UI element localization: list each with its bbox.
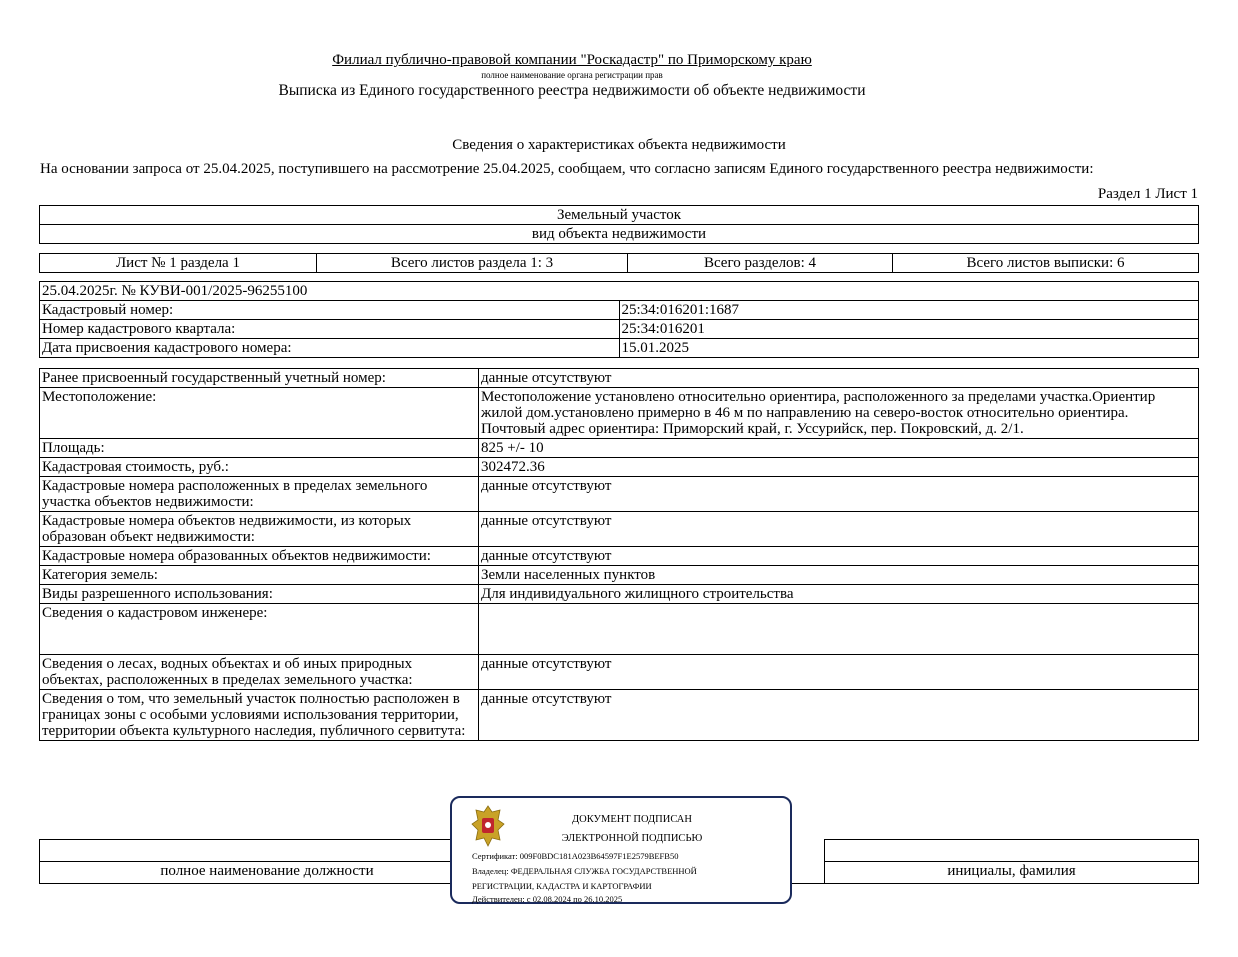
record-label: Номер кадастрового квартала: [40, 320, 620, 339]
total-sheets: Всего листов выписки: 6 [893, 254, 1199, 273]
detail-value: 302472.36 [479, 458, 1199, 477]
detail-label: Сведения о том, что земельный участок полностью расположен в границах зоны с особыми условиями использования территории, территории объекта культурного наследия, публичного сервитута: [40, 690, 479, 741]
detail-value: Местоположение установлено относительно ориентира, расположенного за пределами участка.Ориентир жилой дом.установлено примерно в 46 м по направлению на северо-восток относительно ориентира. Почтовый адрес ориентира: Приморский край, г. Уссурийск, пер. Покровский, д. 2/1. [479, 388, 1199, 439]
stamp-certificate: Сертификат: 009F0BDC181A023B64597F1E2579BEFB50 [472, 851, 679, 861]
detail-value: данные отсутствуют [479, 690, 1199, 741]
detail-value: Для индивидуального жилищного строительства [479, 585, 1199, 604]
basis-text: На основании запроса от 25.04.2025, поступившего на рассмотрение 25.04.2025, сообщаем, что согласно записям Единого государственного реестра недвижимости: [40, 161, 1094, 177]
stamp-validity: Действителен: с 02.08.2024 по 26.10.2025 [472, 894, 623, 904]
record-table [39, 281, 1199, 358]
record-value: 15.01.2025 [619, 339, 1199, 358]
sheet-number: Лист № 1 раздела 1 [40, 254, 317, 273]
coat-of-arms-icon [470, 804, 506, 848]
detail-label: Кадастровые номера расположенных в пределах земельного участка объектов недвижимости: [40, 477, 479, 512]
stamp-owner-line-2: РЕГИСТРАЦИИ, КАДАСТРА И КАРТОГРАФИИ [472, 881, 652, 891]
detail-label: Кадастровая стоимость, руб.: [40, 458, 479, 477]
detail-label: Кадастровые номера объектов недвижимости, из которых образован объект недвижимости: [40, 512, 479, 547]
detail-value: Земли населенных пунктов [479, 566, 1199, 585]
name-caption: инициалы, фамилия [825, 862, 1199, 884]
detail-value: 825 +/- 10 [479, 439, 1199, 458]
electronic-signature-stamp [450, 796, 792, 904]
stamp-title-1: ДОКУМЕНТ ПОДПИСАН [572, 814, 692, 825]
detail-label: Виды разрешенного использования: [40, 585, 479, 604]
detail-label: Категория земель: [40, 566, 479, 585]
sheets-table [39, 253, 1199, 273]
object-kind: Земельный участок [40, 206, 1199, 225]
position-caption: полное наименование должности [40, 862, 495, 884]
detail-value: данные отсутствуют [479, 477, 1199, 512]
document-title: Выписка из Единого государственного реестра недвижимости об объекте недвижимости [278, 82, 866, 99]
details-table [39, 368, 1199, 741]
detail-label: Сведения о кадастровом инженере: [40, 604, 479, 655]
org-name: Филиал публично-правовой компании "Роскадастр" по Приморскому краю [332, 52, 812, 68]
detail-label: Площадь: [40, 439, 479, 458]
record-value: 25:34:016201:1687 [619, 301, 1199, 320]
detail-label: Ранее присвоенный государственный учетный номер: [40, 369, 479, 388]
detail-value [479, 604, 1199, 655]
object-kind-caption: вид объекта недвижимости [40, 225, 1199, 244]
detail-value: данные отсутствуют [479, 547, 1199, 566]
stamp-owner-line-1: Владелец: ФЕДЕРАЛЬНАЯ СЛУЖБА ГОСУДАРСТВЕННОЙ [472, 866, 697, 876]
record-number: 25.04.2025г. № КУВИ-001/2025-96255100 [40, 282, 1199, 301]
detail-label: Сведения о лесах, водных объектах и об иных природных объектах, расположенных в пределах земельного участка: [40, 655, 479, 690]
detail-value: данные отсутствуют [479, 512, 1199, 547]
section-title: Сведения о характеристиках объекта недвижимости [452, 137, 786, 153]
stamp-title-2: ЭЛЕКТРОННОЙ ПОДПИСЬЮ [561, 833, 703, 844]
total-sections: Всего разделов: 4 [628, 254, 893, 273]
record-value: 25:34:016201 [619, 320, 1199, 339]
section-label: Раздел 1 Лист 1 [1097, 186, 1198, 202]
object-kind-table [39, 205, 1199, 244]
record-label: Дата присвоения кадастрового номера: [40, 339, 620, 358]
detail-label: Кадастровые номера образованных объектов недвижимости: [40, 547, 479, 566]
org-caption: полное наименование органа регистрации прав [481, 70, 663, 80]
record-label: Кадастровый номер: [40, 301, 620, 320]
total-section-sheets: Всего листов раздела 1: 3 [317, 254, 628, 273]
detail-value: данные отсутствуют [479, 655, 1199, 690]
detail-label: Местоположение: [40, 388, 479, 439]
detail-value: данные отсутствуют [479, 369, 1199, 388]
